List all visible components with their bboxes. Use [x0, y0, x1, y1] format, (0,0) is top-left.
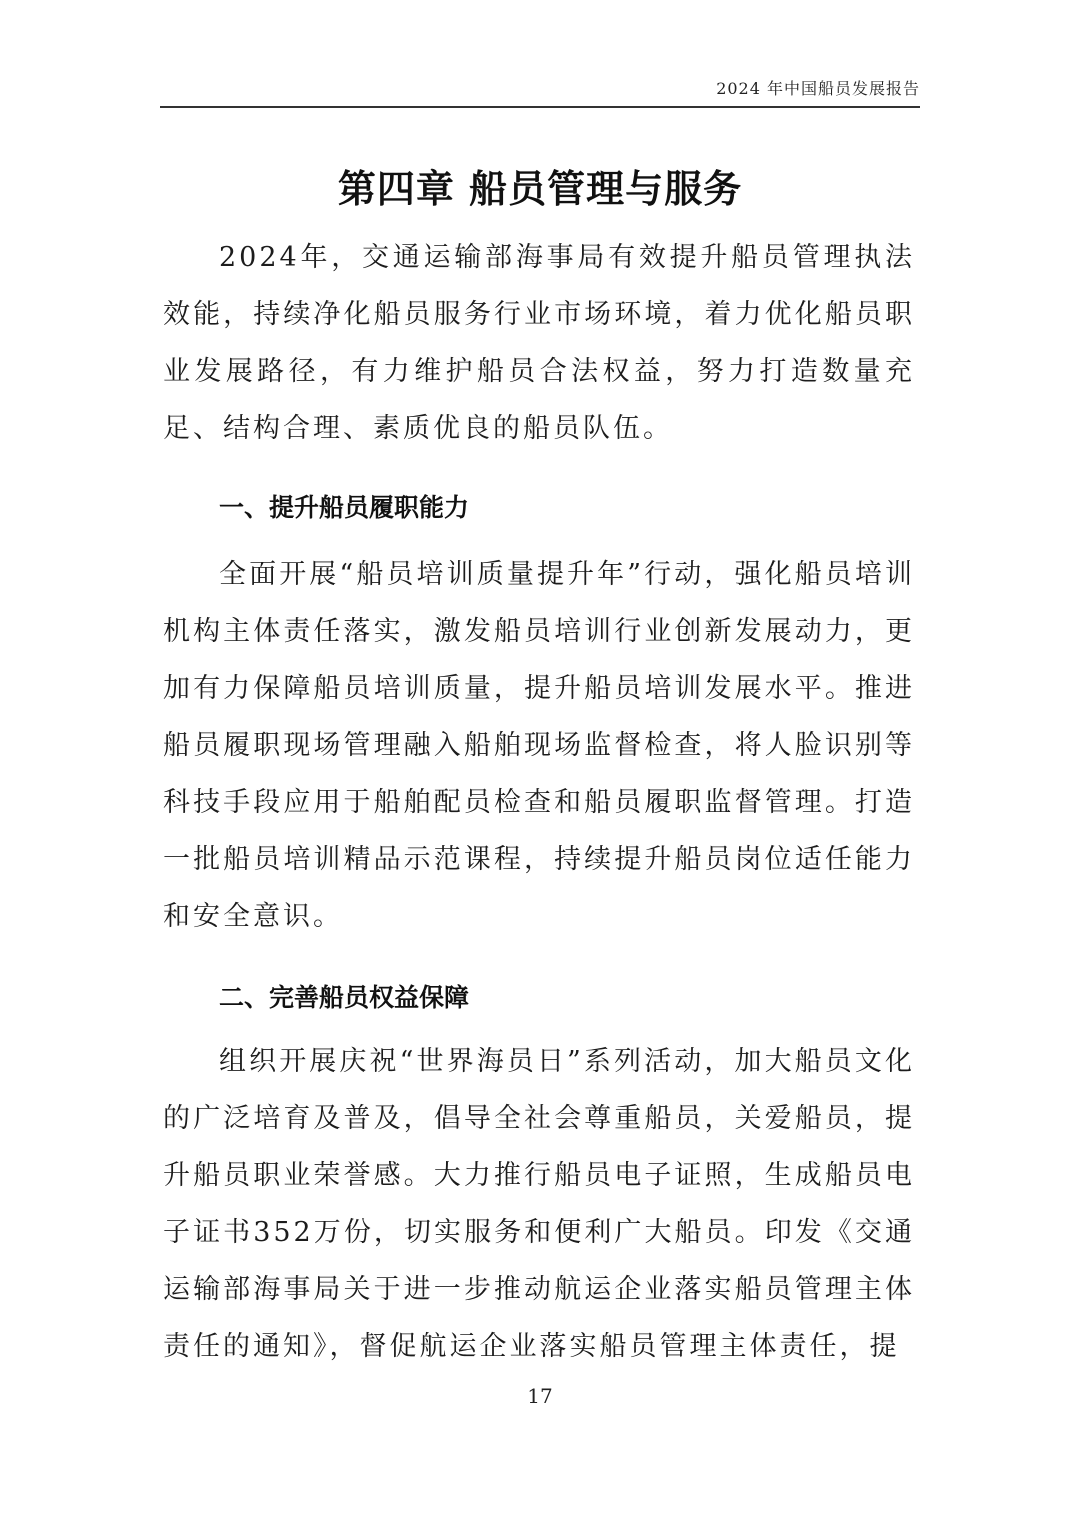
chapter-title: 第四章 船员管理与服务 [337, 167, 743, 211]
header-divider [160, 106, 920, 108]
page-number: 17 [527, 1384, 553, 1408]
section-heading-1: 一、提升船员履职能力 [219, 493, 470, 522]
running-header: 2024 年中国船员发展报告 [716, 79, 920, 98]
section-1-paragraph: 全面开展“船员培训质量提升年”行动，强化船员培训机构主体责任落实，激发船员培训行业创新发展动力，更加有力保障船员培训质量，提升船员培训发展水平。推进船员履职现场管理融入船舶现场监督检查，将人脸识别等科技手段应用于船舶配员检查和船员履职监督管理。打造一批船员培训精品示范课程，持续提升船员岗位适任能力和安全意识。 [163, 559, 915, 932]
section-heading-2: 二、完善船员权益保障 [219, 983, 470, 1012]
intro-paragraph: 2024年，交通运输部海事局有效提升船员管理执法效能，持续净化船员服务行业市场环境，着力优化船员职业发展路径，有力维护船员合法权益，努力打造数量充足、结构合理、素质优良的船员队伍。 [163, 242, 915, 444]
section-2-paragraph: 组织开展庆祝“世界海员日”系列活动，加大船员文化的广泛培育及普及，倡导全社会尊重船员，关爱船员，提升船员职业荣誉感。大力推行船员电子证照，生成船员电子证书352万份，切实服务和便利广大船员。印发《交通运输部海事局关于进一步推动航运企业落实船员管理主体责任的通知》，督促航运企业落实船员管理主体责任，提 [163, 1046, 915, 1362]
